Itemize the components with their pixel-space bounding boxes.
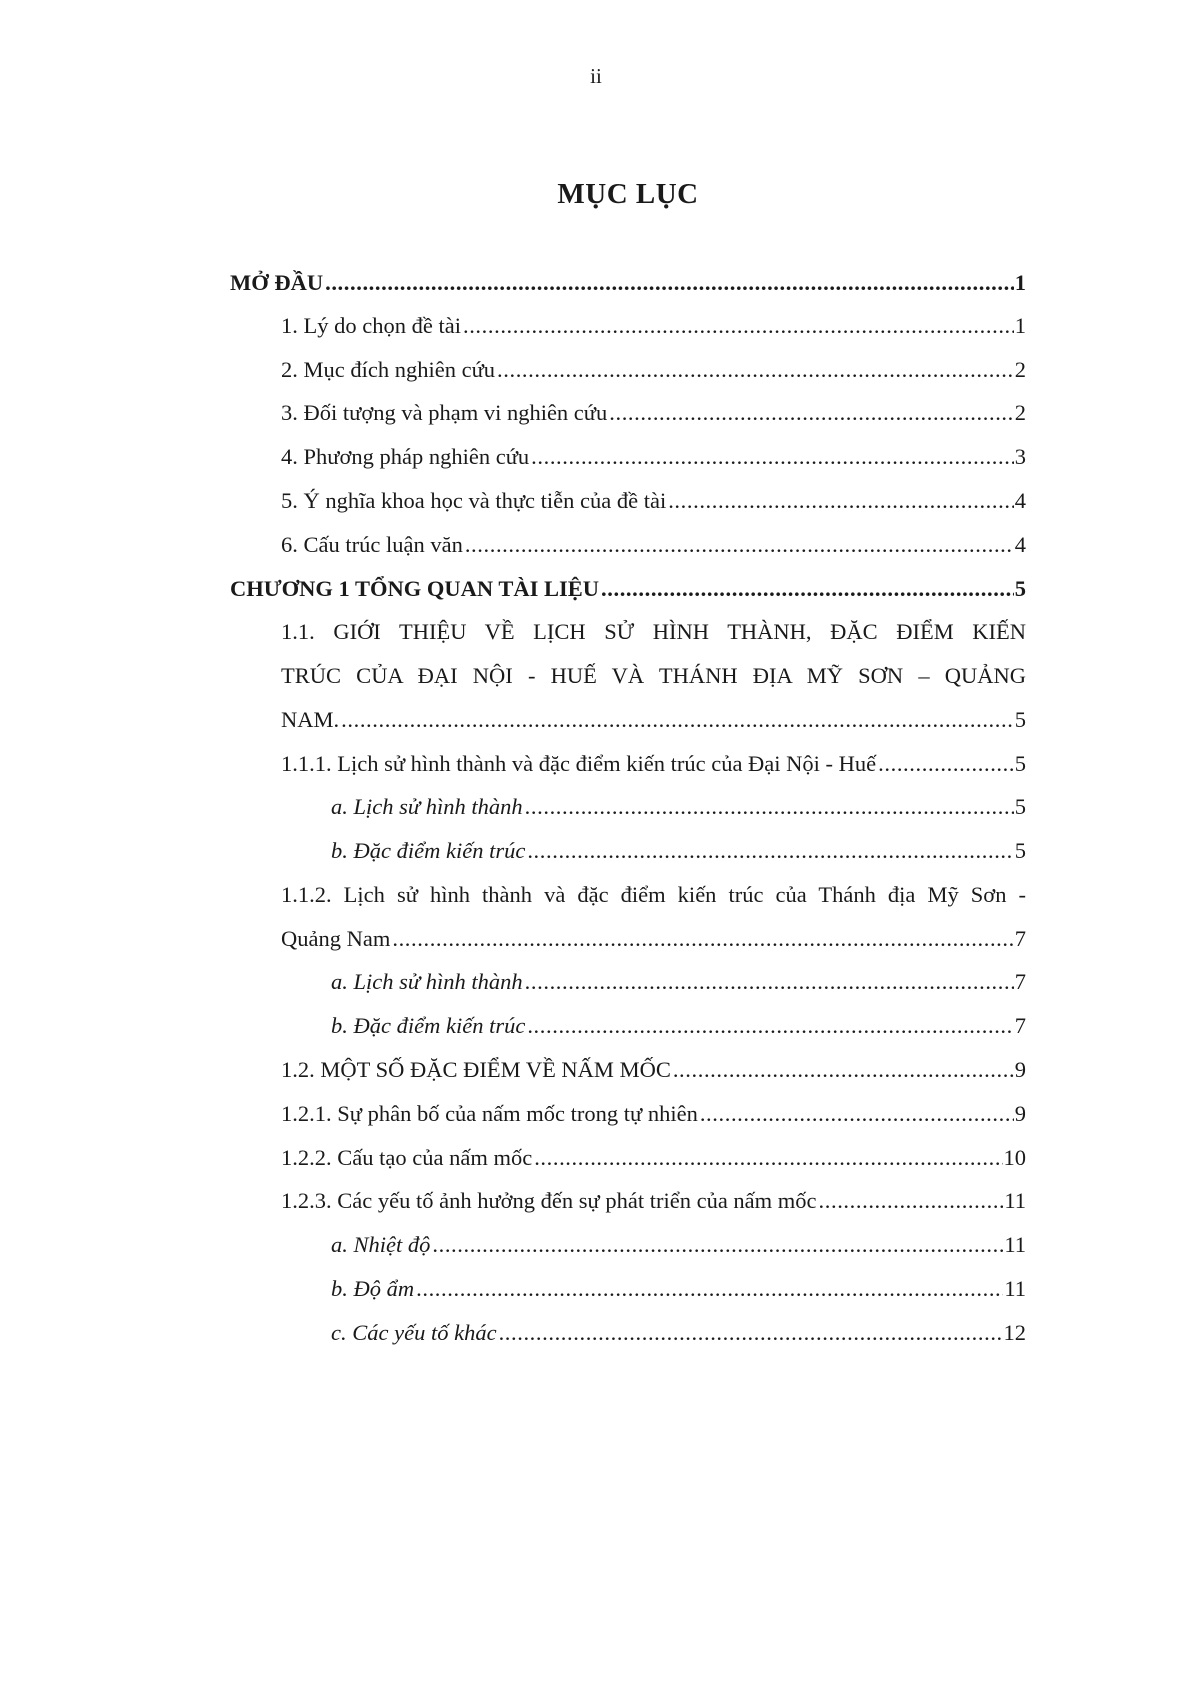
toc-leader-dots (497, 355, 1014, 385)
toc-entry-chuong-1[interactable] (230, 574, 1026, 604)
toc-entry-page: 10 (1003, 1145, 1026, 1170)
toc-leader-dots (673, 1055, 1014, 1085)
toc-entry-label: 4. Phương pháp nghiên cứu (281, 444, 530, 469)
toc-entry-4[interactable] (281, 442, 1026, 472)
toc-entry-page: 4 (1014, 488, 1026, 513)
toc-entry-1-1-2-b[interactable] (331, 1011, 1026, 1041)
toc-entry-label: 5. Ý nghĩa khoa học và thực tiễn của đề tài (281, 488, 667, 513)
toc-entry-1-2-3-b[interactable] (331, 1274, 1026, 1304)
toc-entry-label: b. Đặc điểm kiến trúc (331, 1013, 526, 1038)
toc-entry-page: 5 (1014, 576, 1026, 601)
toc-entry-label: Quảng Nam (281, 926, 391, 951)
toc-entry-1-2-3[interactable] (281, 1186, 1026, 1216)
toc-entry-label: 1. Lý do chọn đề tài (281, 313, 461, 338)
toc-entry-page: 7 (1014, 969, 1026, 994)
toc-entry-page: 5 (1014, 794, 1026, 819)
toc-entry-3[interactable] (281, 398, 1026, 428)
toc-entry-1-2[interactable] (281, 1055, 1026, 1085)
toc-entry-label: a. Lịch sử hình thành (331, 969, 523, 994)
toc-entry-page: 5 (1014, 838, 1026, 863)
toc-leader-dots (416, 1274, 1003, 1304)
toc-entry-1-1-2-a[interactable] (331, 967, 1026, 997)
toc-entry-label: c. Các yếu tố khác (331, 1320, 497, 1345)
toc-entry-page: 11 (1004, 1188, 1026, 1213)
toc-entry-label: MỞ ĐẦU (230, 270, 324, 295)
toc-entry-page: 4 (1014, 532, 1026, 557)
toc-entry-label: b. Độ ẩm (331, 1276, 415, 1301)
toc-entry-page: 3 (1014, 444, 1026, 469)
toc-entry-label: 1.2.1. Sự phân bố của nấm mốc trong tự nhiên (281, 1101, 698, 1126)
toc-leader-dots (525, 967, 1014, 997)
toc-leader-dots (325, 268, 1014, 298)
toc-entry-1-1-2[interactable] (281, 924, 1026, 954)
toc-entry-mo-dau[interactable] (230, 268, 1026, 298)
toc-entry-5[interactable] (281, 486, 1026, 516)
toc-leader-dots (463, 311, 1014, 341)
toc-entry-2[interactable] (281, 355, 1026, 385)
toc-leader-dots (819, 1186, 1004, 1216)
toc-title: MỤC LỤC (557, 178, 699, 210)
toc-entry-1[interactable] (281, 311, 1026, 341)
toc-entry-1-2-1[interactable] (281, 1099, 1026, 1129)
toc-leader-dots (392, 924, 1013, 954)
toc-entry-page: 1 (1014, 270, 1026, 295)
toc-entry-page: 5 (1014, 751, 1026, 776)
toc-entry-1-1-1-a[interactable] (331, 792, 1026, 822)
toc-entry-page: 12 (1003, 1320, 1026, 1345)
toc-entry-1-1-line2[interactable]: TRÚC CỦA ĐẠI NỘI - HUẾ VÀ THÁNH ĐỊA MỸ SƠN – QUẢNG (281, 663, 1026, 688)
toc-entry-label: 2. Mục đích nghiên cứu (281, 357, 496, 382)
toc-entry-label: a. Lịch sử hình thành (331, 794, 523, 819)
toc-leader-dots (341, 705, 1014, 735)
toc-entry-1-2-2[interactable] (281, 1143, 1026, 1173)
toc-entry-label: b. Đặc điểm kiến trúc (331, 838, 526, 863)
toc-entry-page: 7 (1014, 1013, 1026, 1038)
toc-entry-1-1[interactable] (281, 705, 1026, 735)
toc-entry-1-1-1-b[interactable] (331, 836, 1026, 866)
page-number: ii (590, 64, 602, 88)
toc-entry-1-2-3-c[interactable] (331, 1318, 1026, 1348)
toc-entry-1-1-line1[interactable]: 1.1. GIỚI THIỆU VỀ LỊCH SỬ HÌNH THÀNH, ĐẶC ĐIỂM KIẾN (281, 619, 1026, 644)
toc-entry-page: 2 (1014, 357, 1026, 382)
toc-entry-1-2-3-a[interactable] (331, 1230, 1026, 1260)
toc-entry-page: 9 (1014, 1101, 1026, 1126)
toc-entry-1-1-2-line1[interactable]: 1.1.2. Lịch sử hình thành và đặc điểm kiến trúc của Thánh địa Mỹ Sơn - (281, 882, 1026, 907)
toc-leader-dots (700, 1099, 1014, 1129)
toc-leader-dots (499, 1318, 1003, 1348)
toc-leader-dots (531, 442, 1014, 472)
toc-leader-dots (525, 792, 1014, 822)
toc-entry-page: 11 (1004, 1276, 1026, 1301)
toc-entry-6[interactable] (281, 530, 1026, 560)
toc-entry-label: 1.2.2. Cấu tạo của nấm mốc (281, 1145, 533, 1170)
toc-entry-page: 5 (1014, 707, 1026, 732)
toc-entry-label: 1.2.3. Các yếu tố ảnh hưởng đến sự phát triển của nấm mốc (281, 1188, 817, 1213)
toc-leader-dots (878, 749, 1014, 779)
toc-entry-label: 1.1.1. Lịch sử hình thành và đặc điểm kiến trúc của Đại Nội - Huế (281, 751, 877, 776)
toc-leader-dots (527, 836, 1013, 866)
toc-leader-dots (527, 1011, 1013, 1041)
toc-entry-label: NAM. (281, 707, 340, 732)
toc-entry-page: 7 (1014, 926, 1026, 951)
toc-entry-page: 1 (1014, 313, 1026, 338)
toc-leader-dots (465, 530, 1014, 560)
toc-leader-dots (609, 398, 1014, 428)
toc-entry-page: 11 (1004, 1232, 1026, 1257)
toc-entry-page: 2 (1014, 400, 1026, 425)
toc-entry-page: 9 (1014, 1057, 1026, 1082)
toc-leader-dots (668, 486, 1014, 516)
toc-entry-label: 6. Cấu trúc luận văn (281, 532, 463, 557)
toc-entry-label: CHƯƠNG 1 TỔNG QUAN TÀI LIỆU (230, 576, 600, 601)
toc-leader-dots (601, 574, 1014, 604)
toc-entry-label: a. Nhiệt độ (331, 1232, 431, 1257)
toc-entry-label: 3. Đối tượng và phạm vi nghiên cứu (281, 400, 608, 425)
toc-leader-dots (432, 1230, 1003, 1260)
toc-leader-dots (534, 1143, 1002, 1173)
toc-entry-1-1-1[interactable] (281, 749, 1026, 779)
toc-entry-label: 1.2. MỘT SỐ ĐẶC ĐIỂM VỀ NẤM MỐC (281, 1057, 671, 1082)
